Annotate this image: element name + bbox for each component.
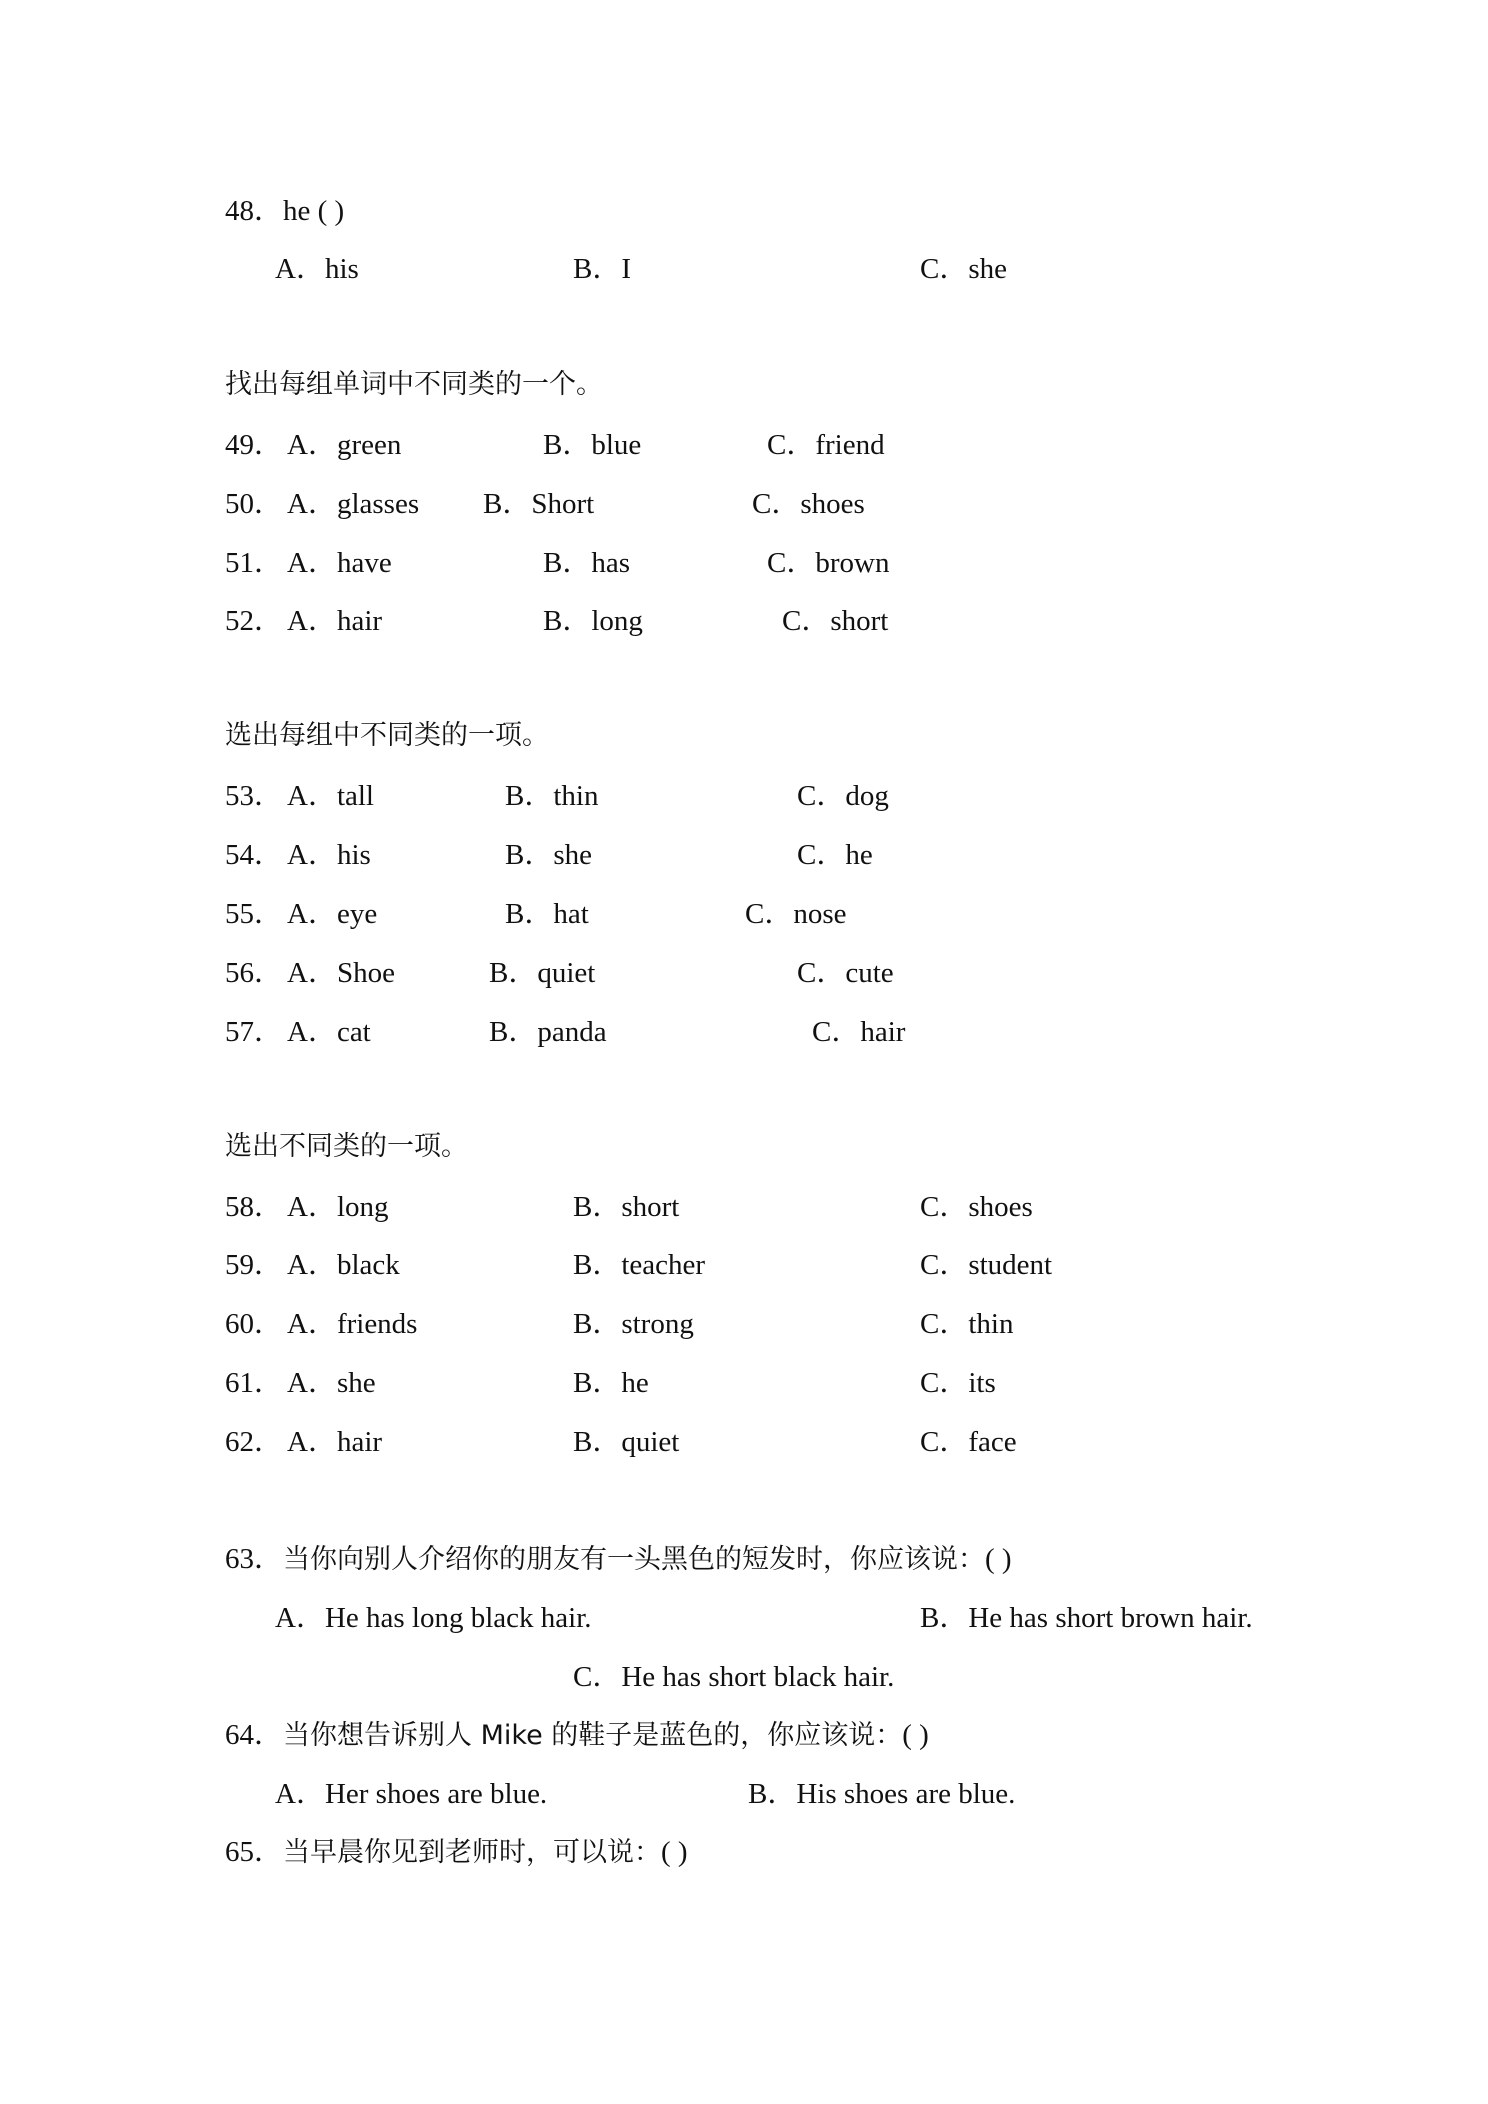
option-c[interactable]: C．its [920, 1367, 996, 1399]
option-c[interactable]: C．cute [797, 957, 894, 989]
question-63-answer-blank[interactable]: ( ) [985, 1543, 1012, 1575]
option-a[interactable]: A．friends [287, 1308, 418, 1340]
option-b[interactable]: B．hat [505, 898, 589, 930]
option-b[interactable]: B．blue [543, 429, 642, 461]
option-b[interactable]: B．long [543, 605, 643, 637]
question-63-text: 当你向别人介绍你的朋友有一头黑色的短发时，你应该说： [283, 1544, 986, 1575]
question-number: 60． [225, 1308, 284, 1340]
option-b[interactable]: B．thin [505, 780, 599, 812]
section-heading-3: 选出不同类的一项。 [225, 1131, 468, 1162]
option-b[interactable]: B．has [543, 547, 631, 579]
section-heading-2: 选出每组中不同类的一项。 [225, 720, 549, 751]
section-heading-1: 找出每组单词中不同类的一个。 [225, 369, 603, 400]
question-63-option-b[interactable]: B．He has short brown hair. [920, 1602, 1253, 1634]
option-c[interactable]: C．short [782, 605, 889, 637]
question-65-stem [225, 1834, 688, 1870]
option-b[interactable]: B．she [505, 839, 593, 871]
option-c[interactable]: C．nose [745, 898, 847, 930]
option-a[interactable]: A．eye [287, 898, 378, 930]
question-48-option-a[interactable]: A．his [275, 253, 359, 285]
question-48-option-b[interactable]: B．I [573, 253, 632, 285]
option-b[interactable]: B．teacher [573, 1249, 706, 1281]
option-c[interactable]: C．dog [797, 780, 889, 812]
question-number: 49． [225, 429, 284, 461]
question-64-text: 当你想告诉别人 Mike 的鞋子是蓝色的，你应该说： [283, 1720, 903, 1751]
question-63-stem [225, 1541, 1012, 1577]
option-a[interactable]: A．green [287, 429, 402, 461]
question-63-option-c[interactable]: C．He has short black hair. [573, 1661, 895, 1693]
option-a[interactable]: A．tall [287, 780, 374, 812]
option-a[interactable]: A．black [287, 1249, 400, 1281]
option-a[interactable]: A．she [287, 1367, 376, 1399]
question-64-option-b[interactable]: B．His shoes are blue. [748, 1778, 1016, 1810]
question-number: 54． [225, 839, 284, 871]
option-a[interactable]: A．hair [287, 1426, 383, 1458]
question-number: 56． [225, 957, 284, 989]
question-number: 59． [225, 1249, 284, 1281]
question-48-stem: 48．he ( ) [225, 195, 345, 227]
question-number: 62． [225, 1426, 284, 1458]
option-c[interactable]: C．brown [767, 547, 890, 579]
option-c[interactable]: C．hair [812, 1016, 906, 1048]
option-b[interactable]: B．strong [573, 1308, 694, 1340]
question-number: 55． [225, 898, 284, 930]
question-number: 61． [225, 1367, 284, 1399]
question-number: 52． [225, 605, 284, 637]
option-a[interactable]: A．have [287, 547, 392, 579]
option-a[interactable]: A．hair [287, 605, 383, 637]
option-c[interactable]: C．thin [920, 1308, 1014, 1340]
option-b[interactable]: B．he [573, 1367, 649, 1399]
question-65-answer-blank[interactable]: ( ) [661, 1836, 688, 1868]
option-b[interactable]: B．quiet [573, 1426, 680, 1458]
question-64-stem [225, 1717, 929, 1753]
question-number: 57． [225, 1016, 284, 1048]
option-c[interactable]: C．friend [767, 429, 885, 461]
question-64-answer-blank[interactable]: ( ) [902, 1719, 929, 1751]
question-63-number: 63． [225, 1543, 284, 1575]
option-a[interactable]: A．long [287, 1191, 389, 1223]
option-b[interactable]: B．panda [489, 1016, 607, 1048]
question-number: 51． [225, 547, 284, 579]
question-64-option-a[interactable]: A．Her shoes are blue. [275, 1778, 548, 1810]
question-number: 53． [225, 780, 284, 812]
option-c[interactable]: C．student [920, 1249, 1053, 1281]
question-48-option-c[interactable]: C．she [920, 253, 1008, 285]
question-64-number: 64． [225, 1719, 284, 1751]
question-number: 50． [225, 488, 284, 520]
option-a[interactable]: A．Shoe [287, 957, 395, 989]
option-b[interactable]: B．short [573, 1191, 680, 1223]
option-c[interactable]: C．he [797, 839, 873, 871]
option-b[interactable]: B．quiet [489, 957, 596, 989]
question-63-option-a[interactable]: A．He has long black hair. [275, 1602, 592, 1634]
option-b[interactable]: B．Short [483, 488, 595, 520]
option-a[interactable]: A．glasses [287, 488, 420, 520]
option-c[interactable]: C．face [920, 1426, 1017, 1458]
question-number: 58． [225, 1191, 284, 1223]
option-c[interactable]: C．shoes [752, 488, 865, 520]
question-65-number: 65． [225, 1836, 284, 1868]
option-a[interactable]: A．cat [287, 1016, 371, 1048]
option-c[interactable]: C．shoes [920, 1191, 1033, 1223]
option-a[interactable]: A．his [287, 839, 371, 871]
question-65-text: 当早晨你见到老师时，可以说： [283, 1837, 662, 1868]
